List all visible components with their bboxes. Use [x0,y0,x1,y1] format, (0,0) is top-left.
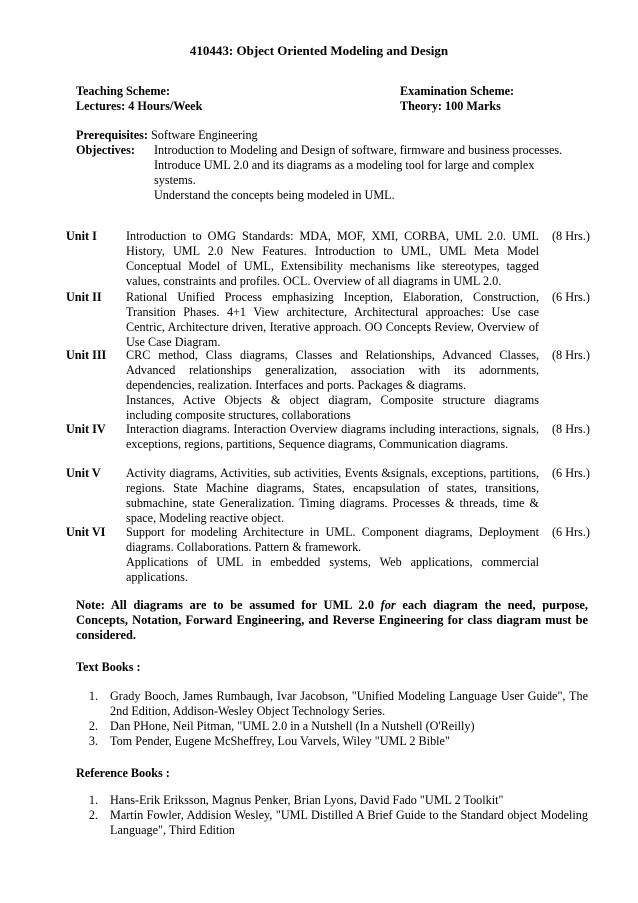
objectives-label: Objectives: [76,143,135,157]
list-item [76,793,588,808]
list-item [76,719,588,734]
examination-scheme-label: Examination Scheme: [400,84,515,98]
note-paragraph [76,598,588,643]
list-text: Grady Booch, James Rumbaugh, Ivar Jacobson, "Unified Modeling Language User Guide", The 2nd Edition, Addison-Wesley Object Technology Series. [110,689,588,718]
unit-hours: (8 Hrs.) [552,229,590,243]
unit-2 [66,290,596,350]
unit-description: CRC method, Class diagrams, Classes and Relationships, Advanced Classes, Advanced relationships generalization, association with its adornments, dependencies, realization. Interfaces and ports. Packages & diagrams. [126,348,539,392]
unit-hours: (6 Hrs.) [552,466,590,480]
reference-books-heading: Reference Books : [76,766,170,780]
list-item [76,689,588,719]
unit-hours: (6 Hrs.) [552,525,590,539]
unit-name: Unit V [66,466,101,480]
prerequisites [76,128,576,143]
unit-description-extra: Instances, Active Objects & object diagram, Composite structure diagrams including composite structures, collaborations [126,393,539,422]
teaching-scheme-value: Lectures: 4 Hours/Week [76,99,203,113]
note-text-end: each diagram the need, purpose, Concepts, Notation, Forward Engineering, and Reverse Engineering for class diagram must be considered. [76,598,588,642]
list-number: 1. [88,793,98,807]
list-text: Hans-Erik Eriksson, Magnus Penker, Brian Lyons, David Fado "UML 2 Toolkit" [110,793,504,807]
text-books-list [76,689,588,749]
reference-books-list [76,793,588,838]
unit-name: Unit I [66,229,97,243]
unit-name: Unit III [66,348,107,362]
unit-3 [66,348,596,423]
schemes-block [76,84,576,114]
page-title: 410443: Object Oriented Modeling and Design [189,43,449,58]
objective-item: Introduce UML 2.0 and its diagrams as a modeling tool for large and complex systems. [154,158,535,187]
unit-1 [66,229,596,289]
list-item [76,734,588,749]
list-text: Tom Pender, Eugene McSheffrey, Lou Varvels, Wiley "UML 2 Bible" [110,734,450,748]
list-number: 3. [88,734,98,748]
unit-description: Introduction to OMG Standards: MDA, MOF, XMI, CORBA, UML 2.0. UML History, UML 2.0 New Features. Introduction to UML, UML Meta Model Conceptual Model of UML, Extensibility mechanisms like stereotypes, tagged values, constraints and profiles. OCL. Overview of all diagrams in UML 2.0. [126,229,539,288]
list-number: 2. [88,719,98,733]
unit-description: Activity diagrams, Activities, sub activities, Events &signals, exceptions, partitions, regions. State Machine diagrams, States, encapsulation of states, transitions, submachine, state Generalization. Timing diagrams. Processes & threads, time & space, Modeling reactive object. [126,466,539,525]
unit-hours: (8 Hrs.) [552,422,590,436]
unit-name: Unit VI [66,525,106,539]
teaching-scheme-label: Teaching Scheme: [76,84,170,98]
unit-name: Unit II [66,290,102,304]
objectives [76,143,576,203]
unit-5 [66,466,596,526]
list-number: 1. [88,689,98,703]
unit-description: Interaction diagrams. Interaction Overview diagrams including interactions, signals, exceptions, regions, partitions, Sequence diagrams, Communication diagrams. [126,422,539,451]
objective-item: Understand the concepts being modeled in UML. [154,188,395,202]
note-text-start: Note: All diagrams are to be assumed for UML 2.0 [76,598,381,612]
prerequisites-value: Software Engineering [151,128,258,142]
prerequisites-label: Prerequisites: [76,128,148,142]
text-books-heading: Text Books : [76,660,141,674]
note-emphasis: for [380,598,396,612]
examination-scheme-value: Theory: 100 Marks [400,99,501,113]
unit-hours: (8 Hrs.) [552,348,590,362]
unit-4 [66,422,596,452]
unit-hours: (6 Hrs.) [552,290,590,304]
unit-description-extra: Applications of UML in embedded systems, Web applications, commercial applications. [126,555,539,584]
unit-description: Rational Unified Process emphasizing Inception, Elaboration, Construction, Transition Phases. 4+1 View architecture, Architectural approaches: Use case Centric, Architecture driven, Iterative approach. OO Concepts Review, Overview of Use Case Diagram. [126,290,539,349]
list-text: Martin Fowler, Addision Wesley, "UML Distilled A Brief Guide to the Standard object Modeling Language", Third Edition [110,808,588,837]
objective-item: Introduction to Modeling and Design of software, firmware and business processes. [154,143,563,157]
unit-description: Support for modeling Architecture in UML. Component diagrams, Deployment diagrams. Collaborations. Pattern & framework. [126,525,539,554]
unit-6 [66,525,596,585]
list-text: Dan PHone, Neil Pitman, "UML 2.0 in a Nutshell (In a Nutshell (O'Reilly) [110,719,475,733]
list-item [76,808,588,838]
list-number: 2. [88,808,98,822]
unit-name: Unit IV [66,422,106,436]
